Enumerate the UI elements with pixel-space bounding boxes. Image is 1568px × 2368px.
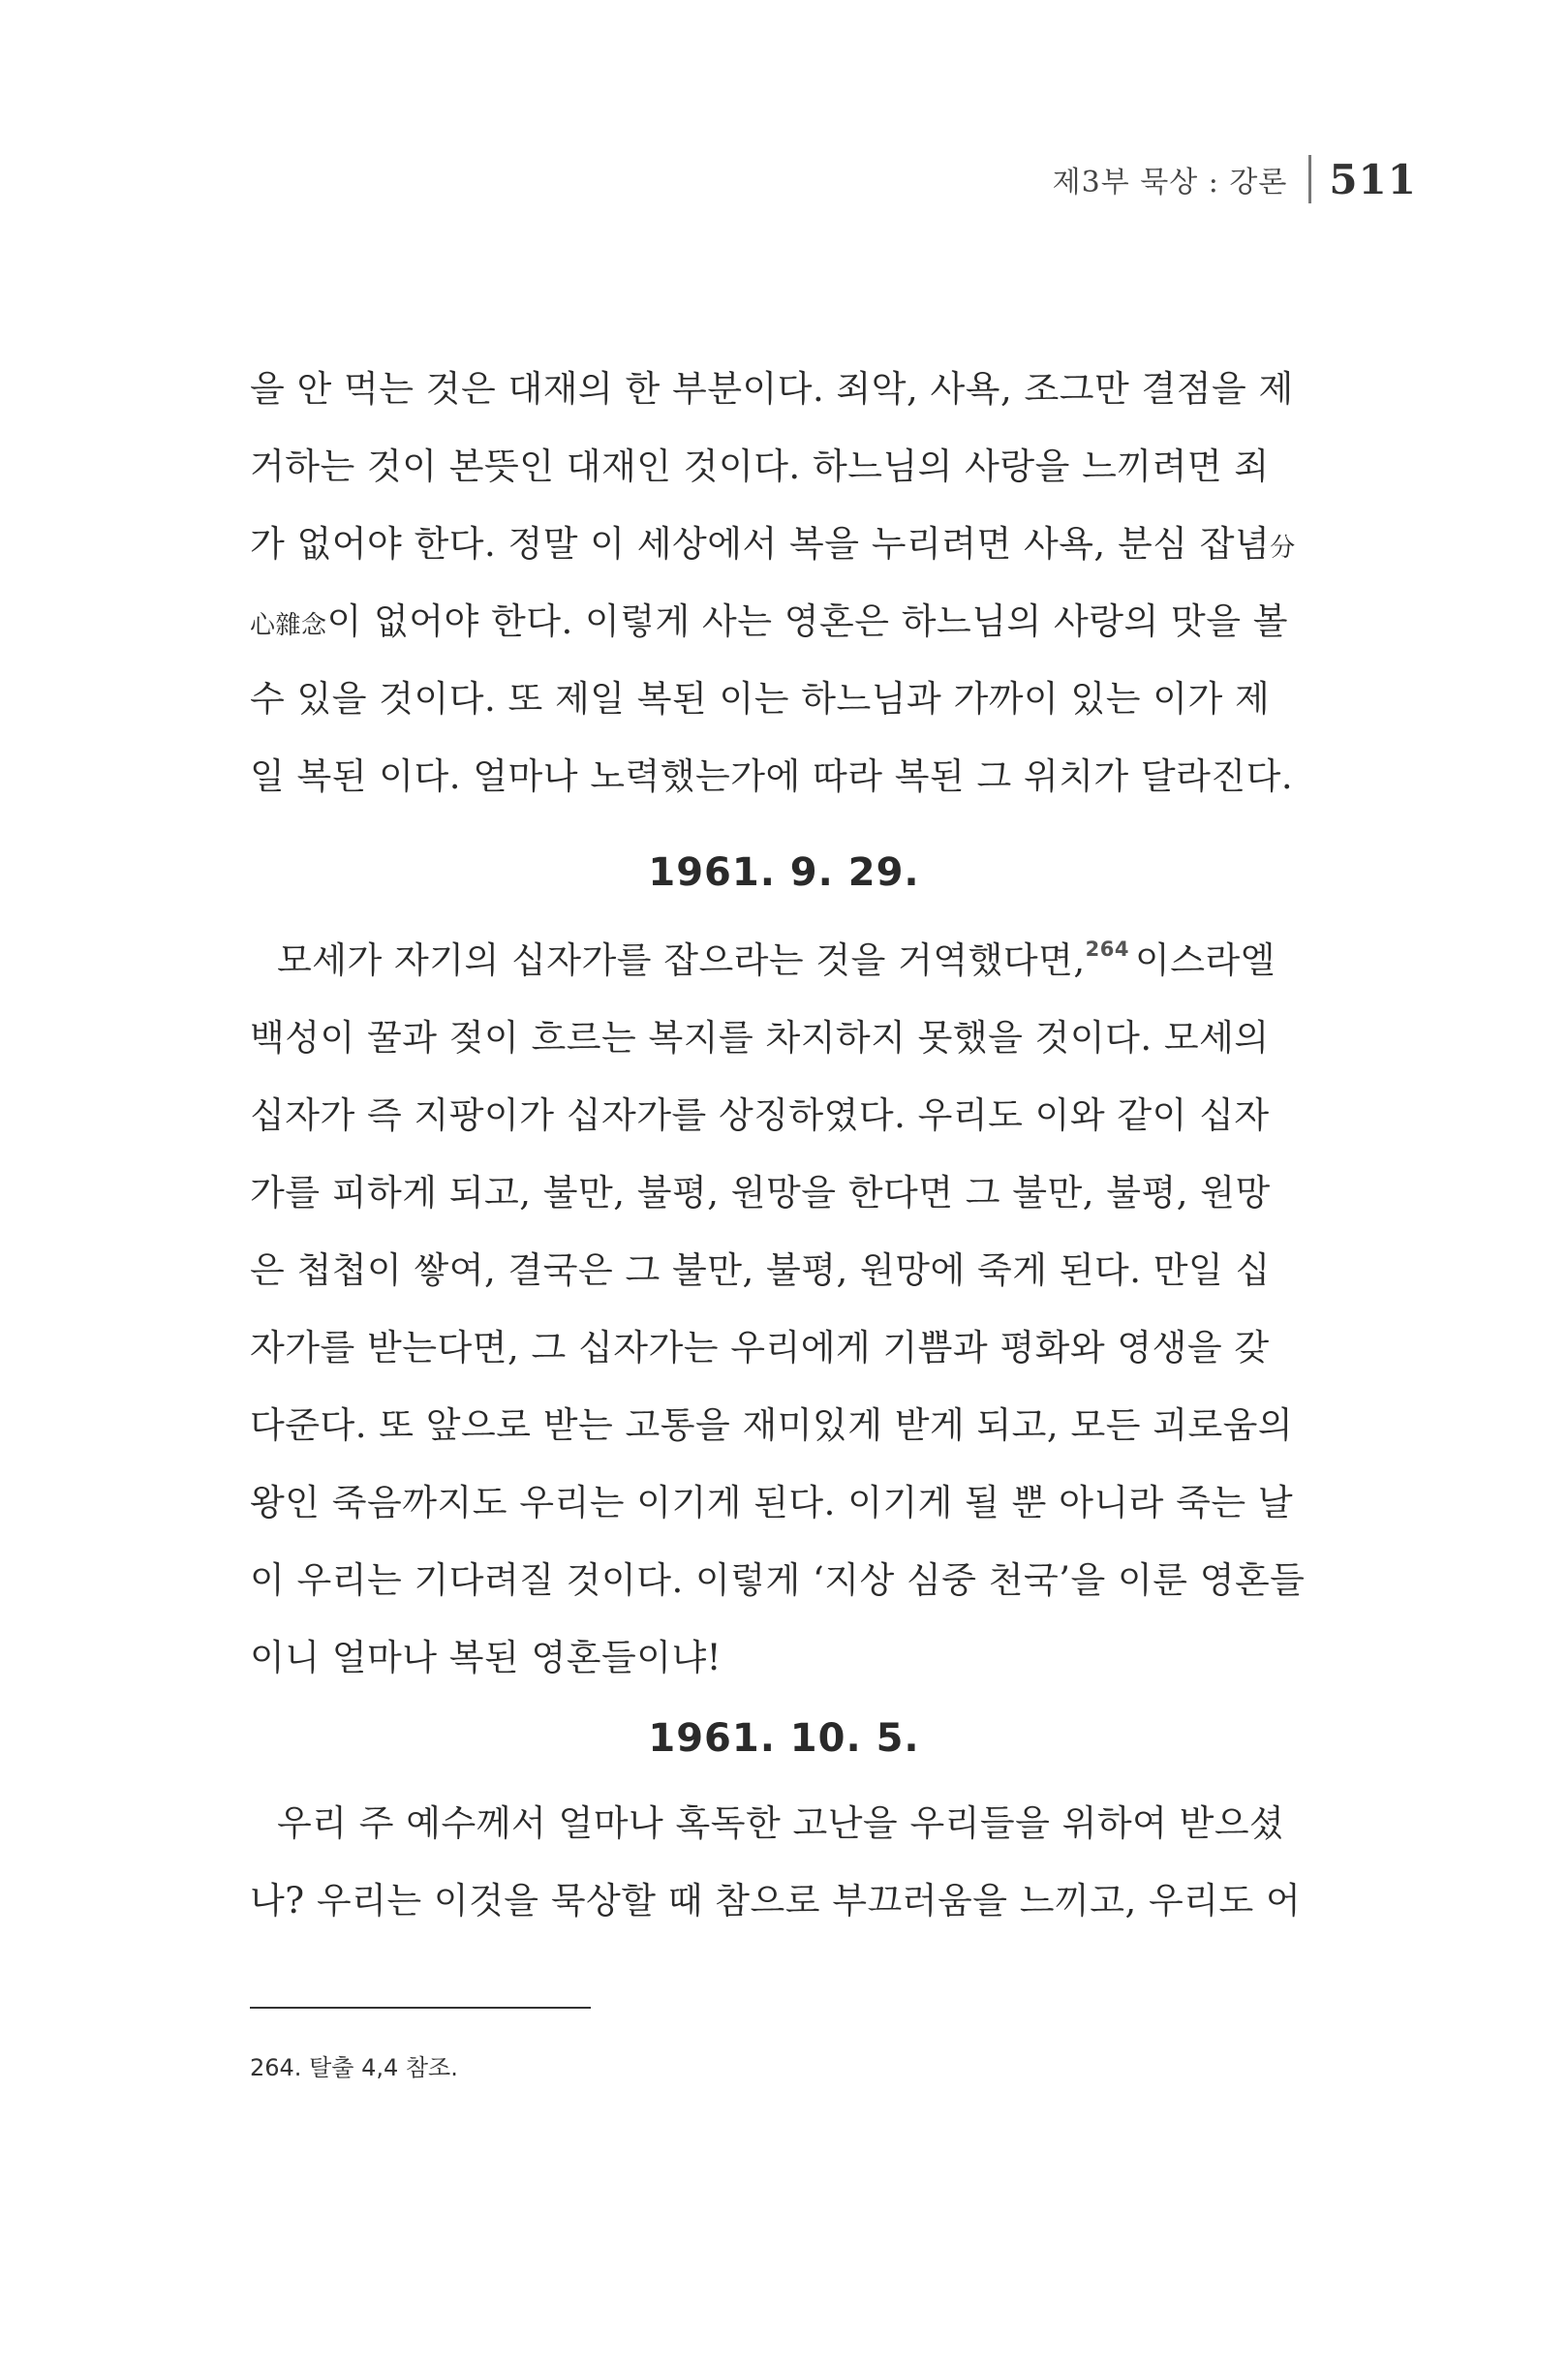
text-line: 왕인 죽음까지도 우리는 이기게 된다. 이기게 될 뿐 아니라 죽는 날	[250, 1482, 1294, 1523]
text-span: 이스라엘	[1135, 939, 1276, 981]
text-span: 가 없어야 한다. 정말 이 세상에서 복을 누리려면 사욕, 분심 잡념	[250, 523, 1271, 565]
entry-paragraph	[250, 922, 1325, 1697]
running-header	[1053, 155, 1417, 203]
text-line: 을 안 먹는 것은 대재의 한 부분이다. 죄악, 사욕, 조그만 결점을 제	[250, 368, 1294, 410]
date-heading: 1961. 9. 29.	[648, 850, 920, 895]
footnote-separator	[250, 2007, 591, 2009]
text-line: 은 첩첩이 쌓여, 결국은 그 불만, 불평, 원망에 죽게 된다. 만일 십	[250, 1249, 1271, 1291]
text-line: 이니 얼마나 복된 영혼들이냐!	[250, 1637, 723, 1678]
text-line: 백성이 꿀과 젖이 흐르는 복지를 차지하지 못했을 것이다. 모세의	[250, 1017, 1270, 1059]
text-line	[250, 583, 1325, 661]
text-line: 거하는 것이 본뜻인 대재인 것이다. 하느님의 사랑을 느끼려면 죄	[250, 446, 1270, 487]
text-line: 나? 우리는 이것을 묵상할 때 참으로 부끄러움을 느끼고, 우리도 어	[250, 1880, 1302, 1922]
text-span: 이 없어야 한다. 이렇게 사는 영혼은 하느님의 사랑의 맛을 볼	[326, 600, 1288, 642]
text-line: 자가를 받는다면, 그 십자가는 우리에게 기쁨과 평화와 영생을 갖	[250, 1327, 1270, 1369]
text-span: 모세가 자기의 십자가를 잡으라는 것을 거역했다면,	[277, 939, 1086, 981]
text-line	[250, 922, 1325, 999]
entry-paragraph	[250, 1785, 1325, 1940]
footnote-reference[interactable]: 264	[1085, 938, 1129, 961]
footnote-text: 264. 탈출 4,4 참조.	[250, 2054, 458, 2081]
text-line	[250, 506, 1325, 583]
text-line: 수 있을 것이다. 또 제일 복된 이는 하느님과 가까이 있는 이가 제	[250, 678, 1271, 720]
running-title: 제3부 묵상 : 강론	[1052, 166, 1288, 200]
text-line: 다준다. 또 앞으로 받는 고통을 재미있게 받게 되고, 모든 괴로움의	[250, 1404, 1294, 1446]
date-heading: 1961. 10. 5.	[648, 1716, 920, 1761]
text-line: 우리 주 예수께서 얼마나 혹독한 고난을 우리들을 위하여 받으셨	[277, 1802, 1285, 1844]
hanja-gloss: 心雜念	[250, 611, 327, 640]
page-number: 511	[1329, 155, 1417, 203]
text-line: 십자가 즉 지팡이가 십자가를 상징하였다. 우리도 이와 같이 십자	[250, 1094, 1270, 1136]
text-line: 이 우리는 기다려질 것이다. 이렇게 ‘지상 심중 천국’을 이룬 영혼들	[250, 1559, 1306, 1601]
hanja-gloss: 分	[1270, 534, 1296, 563]
header-divider	[1308, 155, 1311, 203]
text-line: 가를 피하게 되고, 불만, 불평, 원망을 한다면 그 불만, 불평, 원망	[250, 1172, 1271, 1214]
paragraph-continuation	[250, 351, 1325, 815]
text-line: 일 복된 이다. 얼마나 노력했는가에 따라 복된 그 위치가 달라진다.	[250, 755, 1294, 797]
